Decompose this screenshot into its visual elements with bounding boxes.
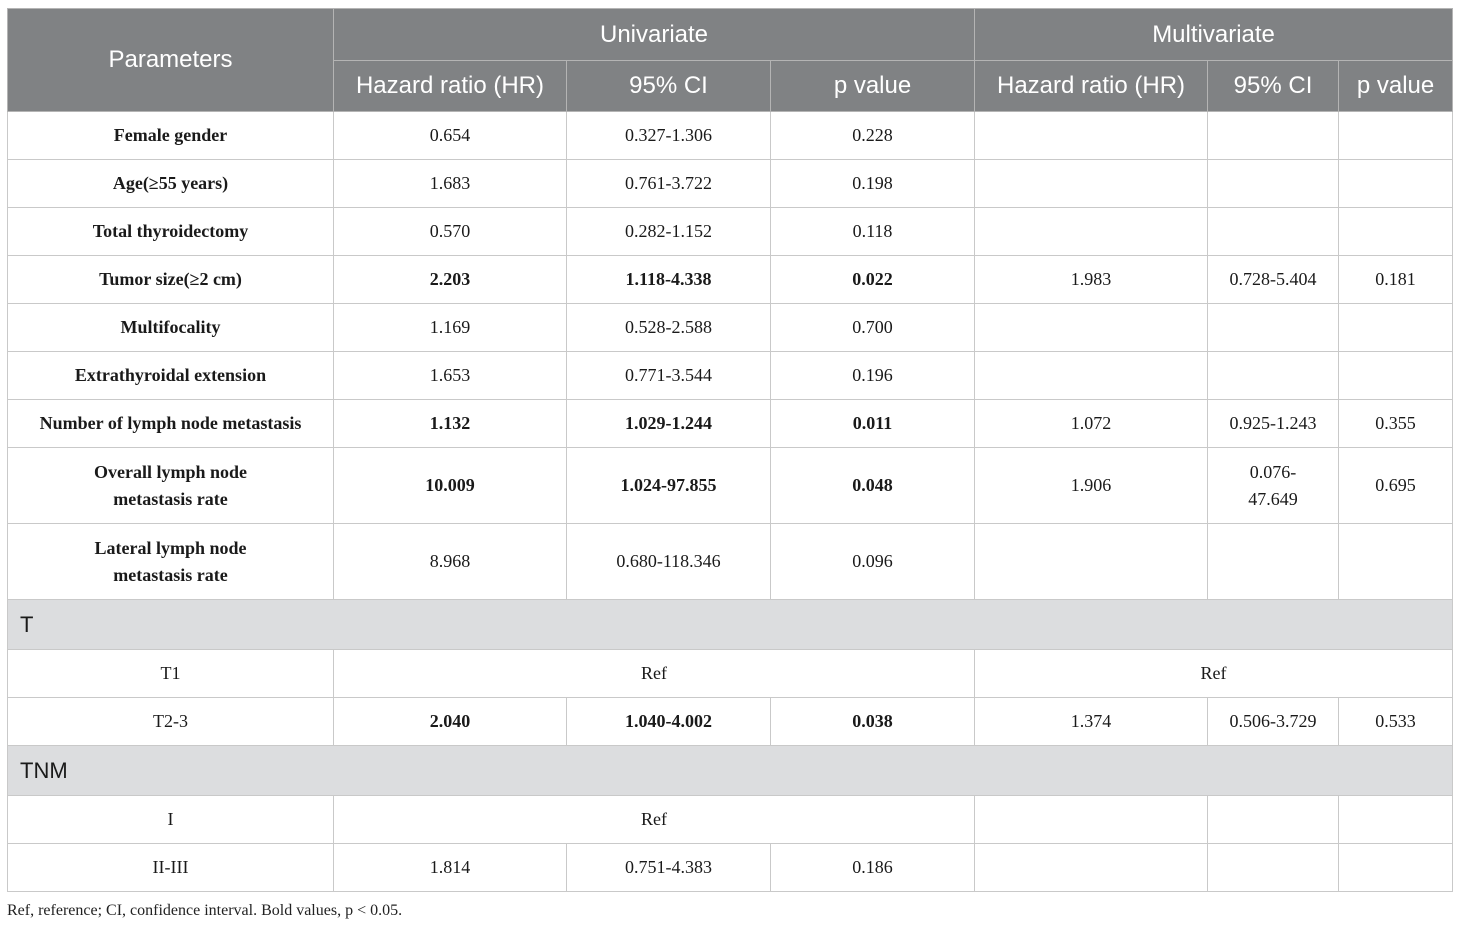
univariate-p: 0.022 (771, 256, 975, 304)
row-parameter: Tumor size(≥2 cm) (8, 256, 334, 304)
multivariate-ci (1208, 448, 1339, 524)
univariate-p: 0.700 (771, 304, 975, 352)
univariate-ci: 1.040-4.002 (567, 698, 771, 746)
multivariate-ref: Ref (975, 650, 1453, 698)
multivariate-hr (975, 352, 1208, 400)
header-multivariate-p: p value (1339, 61, 1453, 112)
row-parameter: I (8, 796, 334, 844)
section-label-tnm: TNM (8, 746, 1453, 796)
univariate-hr: 0.570 (334, 208, 567, 256)
univariate-hr: 2.040 (334, 698, 567, 746)
univariate-hr: 2.203 (334, 256, 567, 304)
row-parameter: Female gender (8, 112, 334, 160)
row-parameter-line2: metastasis rate (113, 564, 228, 585)
row-parameter-line1: Overall lymph node (93, 461, 247, 482)
multivariate-p (1339, 112, 1453, 160)
multivariate-p: 0.695 (1339, 448, 1453, 524)
table-row (8, 650, 1453, 698)
header-univariate-ci: 95% CI (567, 61, 771, 112)
univariate-hr: 1.132 (334, 400, 567, 448)
univariate-hr: 1.169 (334, 304, 567, 352)
multivariate-p (1339, 160, 1453, 208)
multivariate-hr: 1.983 (975, 256, 1208, 304)
multivariate-ci (1208, 112, 1339, 160)
univariate-hr: 1.653 (334, 352, 567, 400)
multivariate-p: 0.181 (1339, 256, 1453, 304)
table-row (8, 796, 1453, 844)
multivariate-hr (975, 112, 1208, 160)
row-parameter (8, 448, 334, 524)
results-table (7, 8, 1453, 892)
multivariate-ci-line2: 47.649 (1248, 488, 1298, 509)
multivariate-hr (975, 160, 1208, 208)
row-parameter-line1: Lateral lymph node (94, 537, 247, 558)
univariate-hr: 0.654 (334, 112, 567, 160)
table-row (8, 844, 1453, 892)
multivariate-p (1339, 524, 1453, 600)
univariate-ci: 0.761-3.722 (567, 160, 771, 208)
multivariate-hr: 1.374 (975, 698, 1208, 746)
multivariate-hr: 1.072 (975, 400, 1208, 448)
multivariate-p (1339, 844, 1453, 892)
table-row (8, 304, 1453, 352)
header-multivariate-ci: 95% CI (1208, 61, 1339, 112)
multivariate-ci-line1: 0.076- (1249, 461, 1297, 482)
univariate-ci: 0.771-3.544 (567, 352, 771, 400)
multivariate-ci (1208, 524, 1339, 600)
univariate-p: 0.198 (771, 160, 975, 208)
univariate-p: 0.096 (771, 524, 975, 600)
table-row (8, 400, 1453, 448)
row-parameter: T1 (8, 650, 334, 698)
univariate-ci: 0.528-2.588 (567, 304, 771, 352)
univariate-ci: 1.029-1.244 (567, 400, 771, 448)
multivariate-ci (1208, 160, 1339, 208)
table-row (8, 698, 1453, 746)
multivariate-ci: 0.925-1.243 (1208, 400, 1339, 448)
row-parameter: Age(≥55 years) (8, 160, 334, 208)
row-parameter: II-III (8, 844, 334, 892)
multivariate-ci (1208, 796, 1339, 844)
univariate-ci: 1.118-4.338 (567, 256, 771, 304)
table-row (8, 208, 1453, 256)
multivariate-p (1339, 352, 1453, 400)
table-row (8, 160, 1453, 208)
row-parameter: Extrathyroidal extension (8, 352, 334, 400)
header-parameters: Parameters (8, 9, 334, 112)
univariate-ci: 1.024-97.855 (567, 448, 771, 524)
row-parameter: Multifocality (8, 304, 334, 352)
univariate-p: 0.228 (771, 112, 975, 160)
header-multivariate-hr: Hazard ratio (HR) (975, 61, 1208, 112)
multivariate-hr (975, 304, 1208, 352)
univariate-p: 0.048 (771, 448, 975, 524)
univariate-p: 0.196 (771, 352, 975, 400)
section-row-t (8, 600, 1453, 650)
multivariate-hr (975, 844, 1208, 892)
table-row (8, 352, 1453, 400)
header-univariate-hr: Hazard ratio (HR) (334, 61, 567, 112)
multivariate-ci (1208, 208, 1339, 256)
univariate-hr: 10.009 (334, 448, 567, 524)
table-footnote: Ref, reference; CI, confidence interval. Bold values, p < 0.05. (7, 902, 403, 919)
row-parameter (8, 524, 334, 600)
table-row (8, 256, 1453, 304)
univariate-p: 0.118 (771, 208, 975, 256)
header-multivariate: Multivariate (975, 9, 1453, 61)
multivariate-ci: 0.728-5.404 (1208, 256, 1339, 304)
row-parameter-line2: metastasis rate (113, 488, 228, 509)
univariate-ci: 0.282-1.152 (567, 208, 771, 256)
multivariate-hr: 1.906 (975, 448, 1208, 524)
row-parameter: Number of lymph node metastasis (8, 400, 334, 448)
section-row-tnm (8, 746, 1453, 796)
univariate-ref: Ref (334, 650, 975, 698)
multivariate-hr (975, 796, 1208, 844)
multivariate-ci (1208, 352, 1339, 400)
section-label-t: T (8, 600, 1453, 650)
univariate-ref: Ref (334, 796, 975, 844)
row-parameter: Total thyroidectomy (8, 208, 334, 256)
multivariate-hr (975, 524, 1208, 600)
table-row (8, 524, 1453, 600)
univariate-ci: 0.680-118.346 (567, 524, 771, 600)
multivariate-ci (1208, 844, 1339, 892)
multivariate-p (1339, 208, 1453, 256)
multivariate-hr (975, 208, 1208, 256)
univariate-p: 0.011 (771, 400, 975, 448)
table-row (8, 112, 1453, 160)
univariate-p: 0.038 (771, 698, 975, 746)
univariate-hr: 1.814 (334, 844, 567, 892)
univariate-p: 0.186 (771, 844, 975, 892)
multivariate-p (1339, 304, 1453, 352)
univariate-ci: 0.751-4.383 (567, 844, 771, 892)
univariate-hr: 8.968 (334, 524, 567, 600)
row-parameter: T2-3 (8, 698, 334, 746)
multivariate-p: 0.533 (1339, 698, 1453, 746)
multivariate-p: 0.355 (1339, 400, 1453, 448)
header-univariate: Univariate (334, 9, 975, 61)
multivariate-ci (1208, 304, 1339, 352)
multivariate-p (1339, 796, 1453, 844)
header-univariate-p: p value (771, 61, 975, 112)
univariate-hr: 1.683 (334, 160, 567, 208)
univariate-ci: 0.327-1.306 (567, 112, 771, 160)
multivariate-ci: 0.506-3.729 (1208, 698, 1339, 746)
table-row (8, 448, 1453, 524)
